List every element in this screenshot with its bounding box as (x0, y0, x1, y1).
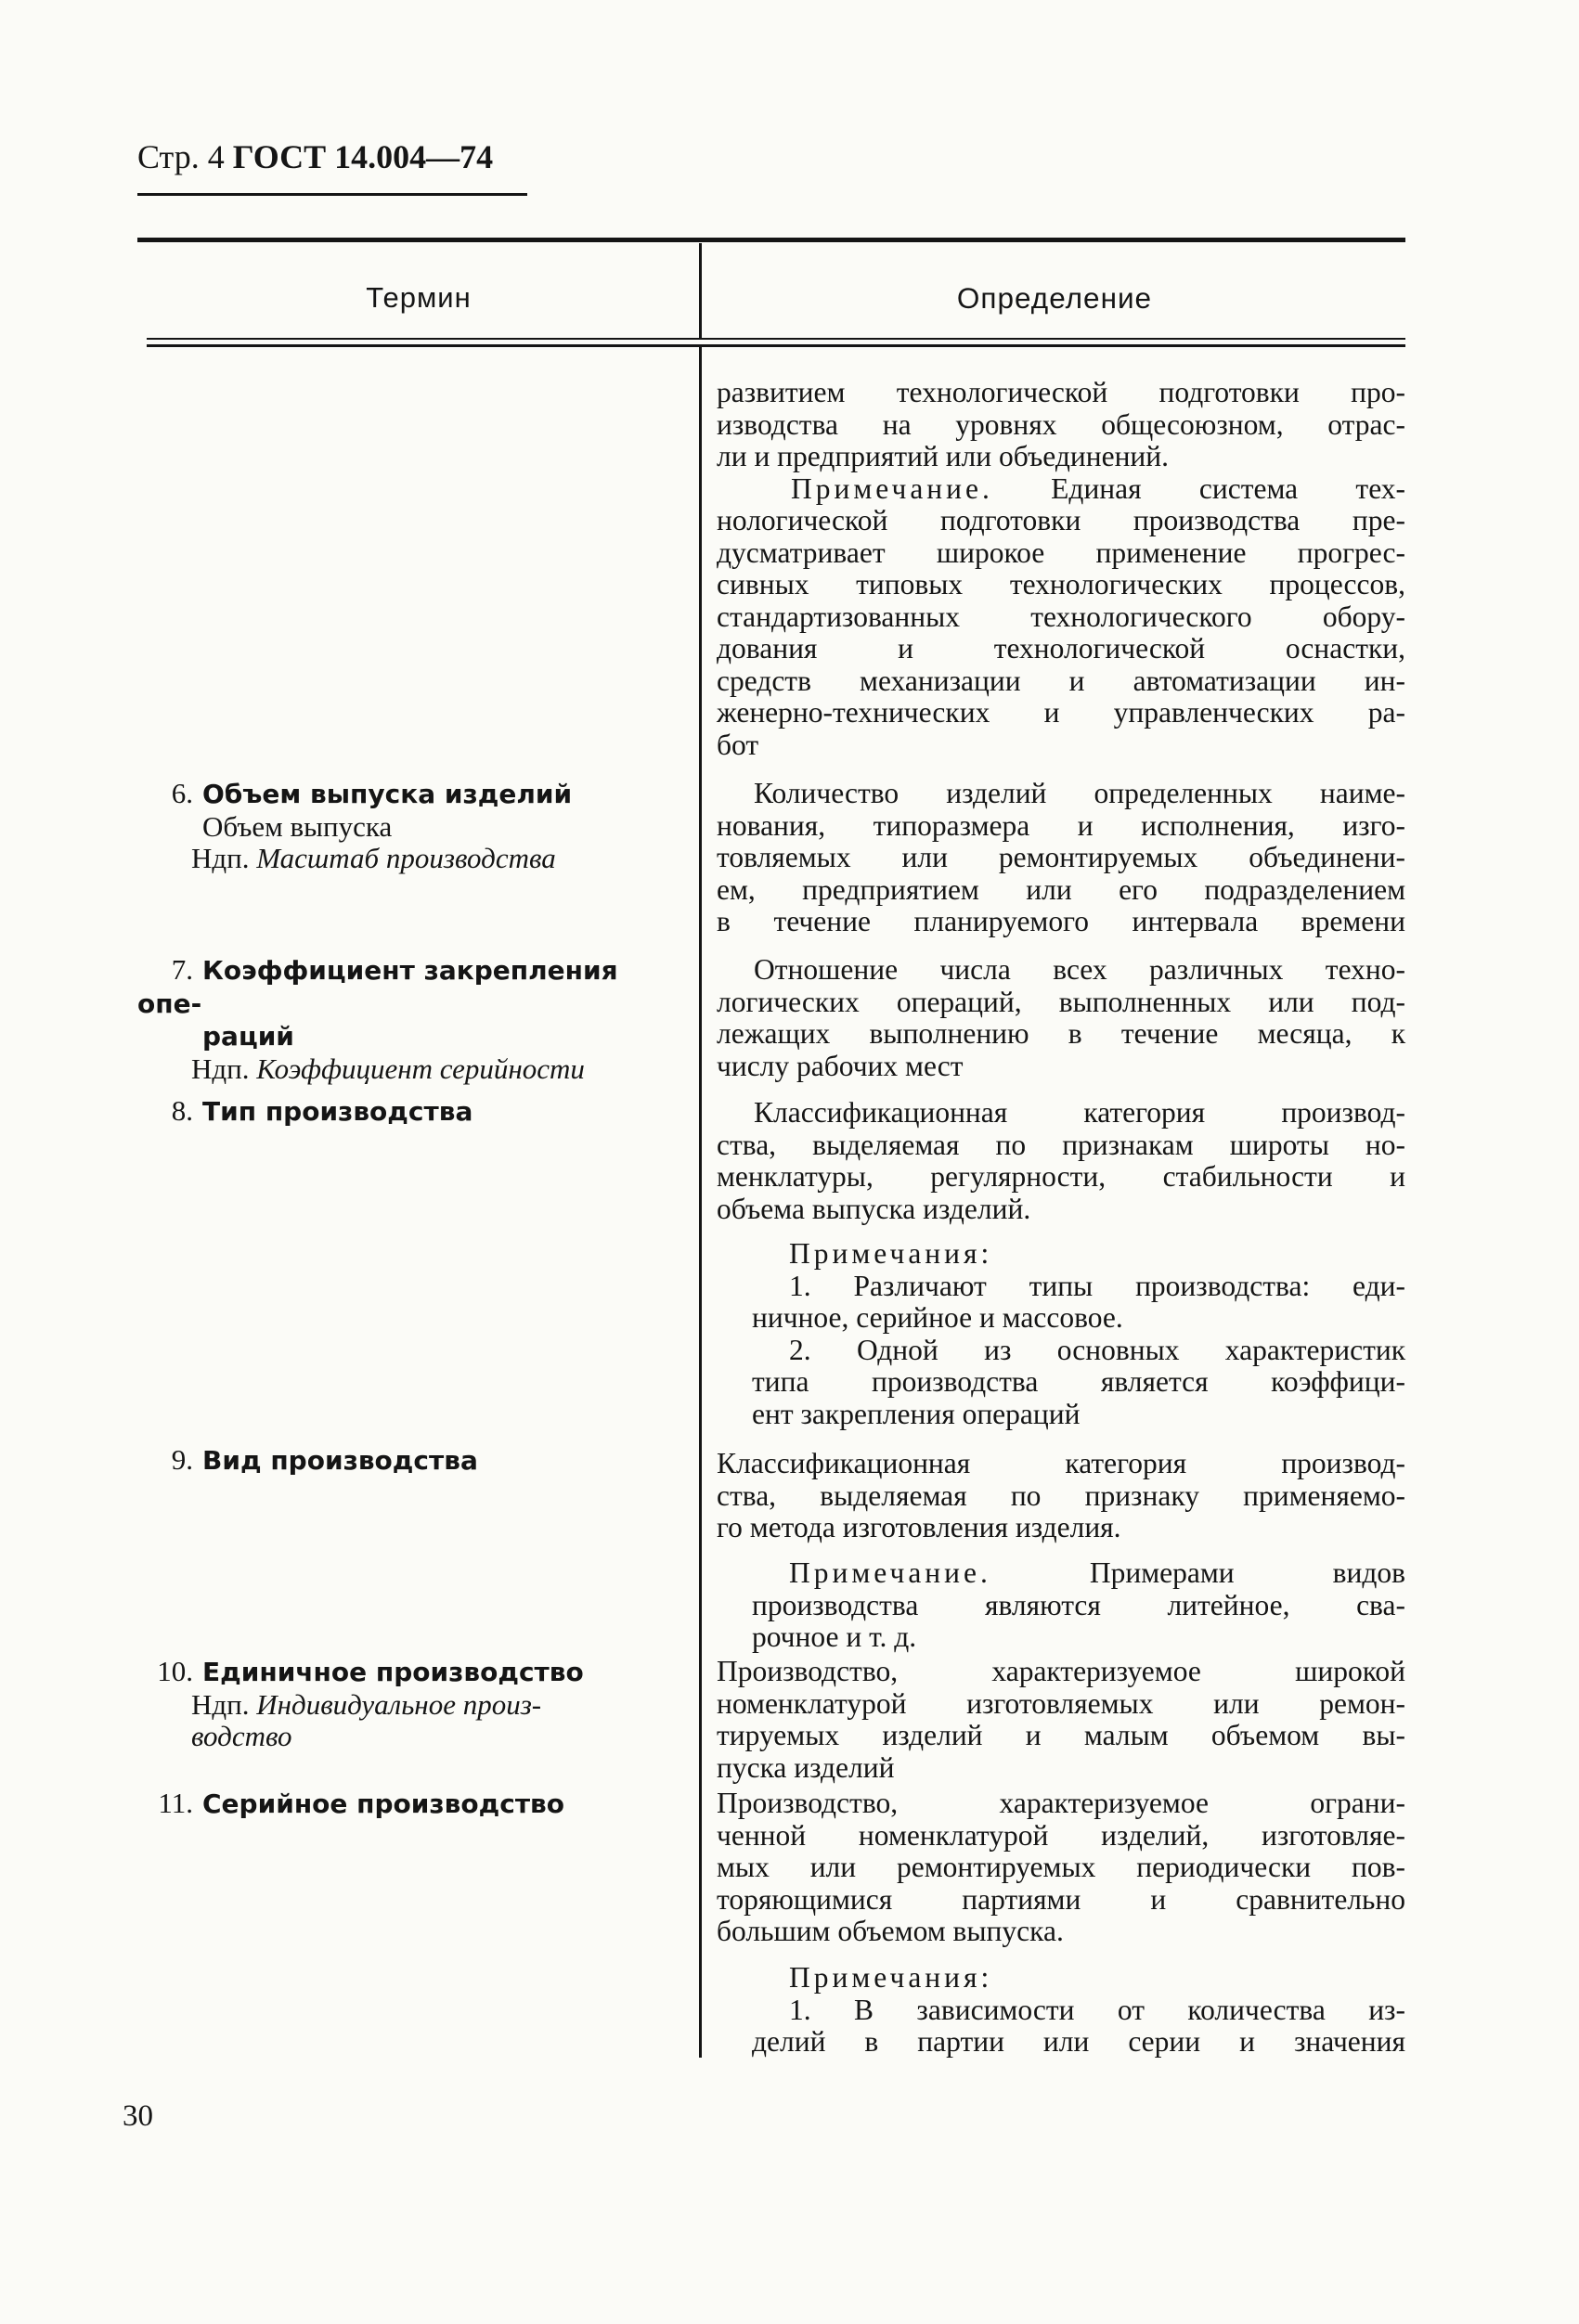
ndp-term: Коэффициент серийности (256, 1052, 585, 1085)
notes-label-text: Примечания: (789, 1961, 993, 1994)
definition-6 (717, 778, 1405, 938)
column-divider (699, 347, 702, 2058)
ndp-label: Ндп. (191, 1687, 250, 1721)
note-line: бот (717, 728, 759, 761)
term-number: 8. (171, 1094, 193, 1127)
definition-line: мых или ремонтируемых периодически пов- (717, 1851, 1405, 1883)
definition-line: Классификационная категория производ- (717, 1447, 1405, 1479)
definition-line: менклатуры, регулярности, стабильности и (717, 1160, 1405, 1193)
definition-line: го метода изготовления изделия. (717, 1511, 1121, 1543)
note-line: сивных типовых технологических процессов, (717, 568, 1405, 600)
definition-line: пуска изделий (717, 1750, 895, 1784)
definition-10 (717, 1656, 1405, 1784)
term-8 (137, 1095, 676, 1129)
term-ndp-continued (137, 1721, 676, 1753)
definition-line: Классификационная категория производ- (754, 1096, 1405, 1129)
definition-7 (717, 954, 1405, 1082)
note-label: Примечание. (789, 1556, 991, 1589)
definition-line: Производство, характеризуемое широкой (717, 1655, 1405, 1687)
note-line: 2. Одной из основных характеристик (789, 1333, 1405, 1366)
term-name: Коэффициент закрепления опе- (137, 955, 618, 1019)
note-9 (752, 1557, 1405, 1654)
ndp-term: Индивидуальное произ- (256, 1687, 542, 1721)
definition-line: ли и предприятий или объединений. (717, 440, 1170, 472)
definition-line: изводства на уровнях общесоюзном, отрас- (717, 407, 1405, 441)
definition-line: большим объемом выпуска. (717, 1915, 1064, 1947)
definition-line: торяющимися партиями и сравнительно (717, 1882, 1405, 1916)
header-rule (137, 193, 527, 196)
definition-line: объема выпуска изделий. (717, 1192, 1031, 1225)
note-line: стандартизованных технологического обору- (717, 600, 1405, 633)
note-label: Примечание. (791, 471, 993, 505)
definition-line: Отношение числа всех различных техно- (754, 953, 1405, 986)
term-11 (137, 1788, 676, 1821)
definition-line: ченной номенклатурой изделий, изготовляе- (717, 1818, 1405, 1852)
ndp-term: водство (191, 1720, 292, 1752)
page-header (137, 137, 493, 176)
term-short: Объем выпуска (202, 809, 393, 843)
column-header-definition: Определение (956, 281, 1153, 315)
note-line: женерно-технических и управленческих ра- (717, 696, 1405, 729)
term-number: 7. (171, 953, 193, 986)
definition-line: тируемых изделий и малым объемом вы- (717, 1719, 1405, 1751)
note-line: ент закрепления операций (752, 1397, 1081, 1430)
ndp-label: Ндп. (191, 1052, 250, 1085)
notes-label (752, 1962, 1405, 1995)
term-number: 6. (171, 777, 193, 809)
notes-label (752, 1238, 1405, 1271)
definition-line: логических операций, выполненных или под- (717, 985, 1405, 1018)
note-line: нологической подготовки производства пре- (717, 504, 1405, 536)
definition-line: ства, выделяемая по признакам широты но- (717, 1128, 1405, 1161)
term-10 (137, 1656, 676, 1753)
definition-line: Количество изделий определенных наиме- (754, 777, 1405, 809)
term-9 (137, 1444, 676, 1478)
definition-line: лежащих выполнению в течение месяца, к (717, 1017, 1405, 1050)
definition-line: номенклатурой изготовляемых или ремон- (717, 1686, 1405, 1720)
note-line: делий в партии или серии и значения (752, 2025, 1405, 2058)
note-line: дусматривает широкое применение прогрес- (717, 536, 1405, 569)
ndp-label: Ндп. (191, 842, 250, 874)
page-prefix: Стр. 4 (137, 138, 225, 175)
note-line: средств механизации и автоматизации ин- (717, 664, 1405, 697)
note-line: производства являются литейное, сва- (752, 1588, 1405, 1621)
standard-code: ГОСТ 14.004—74 (232, 138, 494, 175)
term-name: Серийное производство (202, 1788, 565, 1819)
note-first-line (752, 1557, 1405, 1590)
term-ndp (137, 1689, 676, 1722)
definition-line: ства, выделяемая по признаку применяемо- (717, 1478, 1405, 1512)
definition-line: в течение планируемого интервала времени (717, 905, 1405, 937)
term-name: Объем выпуска изделий (202, 779, 573, 809)
term-name: Вид производства (202, 1445, 478, 1476)
note-line: типа производства является коэффици- (752, 1365, 1405, 1398)
definition-line: Производство, характеризуемое ограни- (717, 1787, 1405, 1819)
note-line: дования и технологической оснастки, (717, 632, 1405, 665)
header-bottom-rule-double (147, 344, 1405, 347)
header-bottom-rule (147, 338, 1405, 340)
note-line: 1. Различают типы производства: еди- (789, 1269, 1405, 1302)
definition-9 (717, 1448, 1405, 1544)
term-number: 9. (171, 1443, 193, 1476)
note-text: Единая система тех- (1051, 471, 1406, 505)
note-line: рочное и т. д. (752, 1620, 917, 1653)
table-top-rule (137, 238, 1405, 242)
note-text: Примерами видов (1089, 1556, 1405, 1589)
term-number: 11. (158, 1787, 193, 1819)
definition-line: нования, типоразмера и исполнения, изго- (717, 808, 1405, 842)
term-6 (137, 778, 676, 875)
definition-line: числу рабочих мест (717, 1049, 964, 1082)
column-header-term: Термин (366, 281, 472, 314)
term-7 (137, 954, 676, 1085)
note-first-line (717, 473, 1405, 506)
definition-line: развитием технологической подготовки про- (717, 376, 1405, 408)
notes-11 (752, 1962, 1405, 2059)
page-number: 30 (123, 2099, 153, 2133)
term-name: Единичное производство (202, 1657, 584, 1687)
definition-line: товляемых или ремонтируемых объединени- (717, 841, 1405, 873)
term-name-continued (137, 1020, 676, 1053)
term-name: Тип производства (202, 1096, 473, 1127)
ndp-term: Масштаб производства (256, 842, 556, 874)
term-ndp (137, 843, 676, 875)
notes-label-text: Примечания: (789, 1237, 993, 1270)
continued-definition (717, 377, 1405, 761)
definition-8 (717, 1097, 1405, 1225)
note-line: ничное, серийное и массовое. (752, 1301, 1123, 1334)
notes-8 (752, 1238, 1405, 1430)
definition-line: ем, предприятием или его подразделением (717, 872, 1405, 906)
definition-11 (717, 1788, 1405, 1948)
note-line: 1. В зависимости от количества из- (789, 1993, 1405, 2026)
term-ndp (137, 1053, 676, 1086)
term-name: раций (202, 1021, 294, 1052)
term-number: 10. (157, 1655, 193, 1687)
